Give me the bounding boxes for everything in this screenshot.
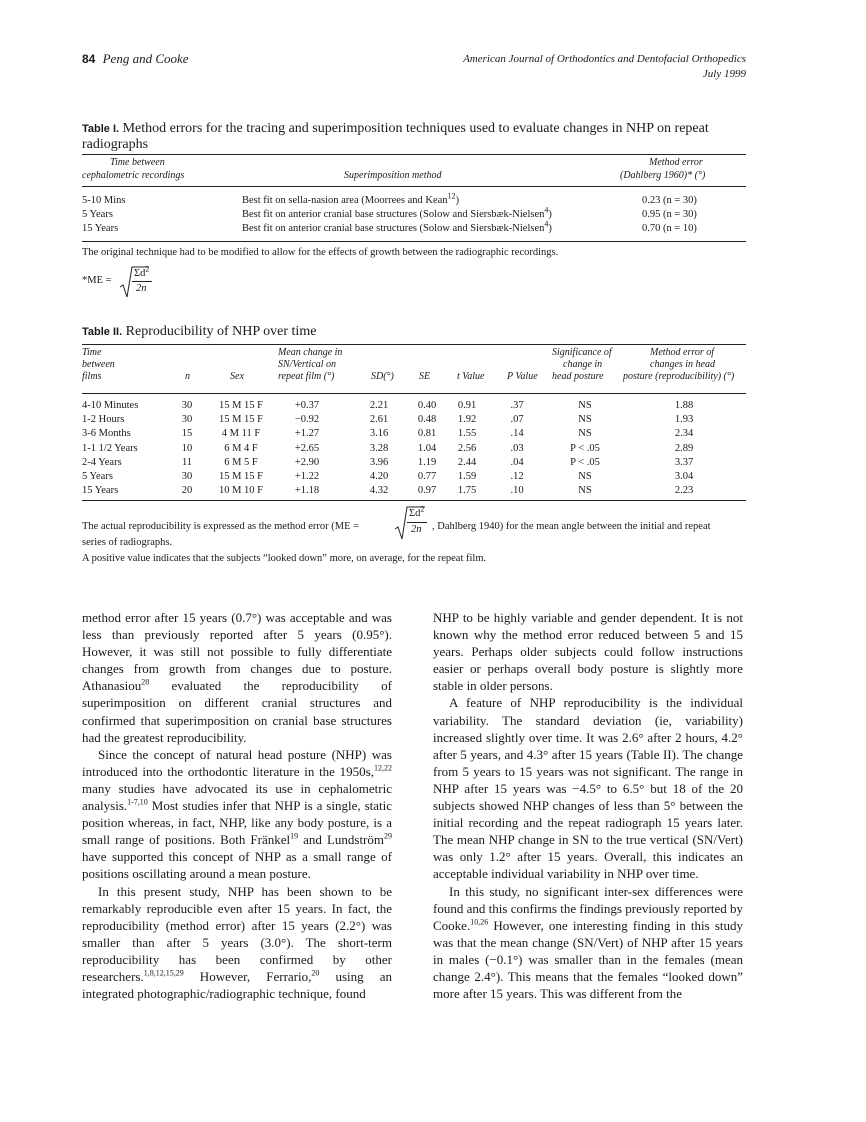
- t2-head-me: changes in head: [650, 359, 715, 370]
- t2-cell-sd: 3.28: [369, 442, 389, 454]
- t2-head-time: between: [82, 359, 115, 370]
- table1-caption: [82, 121, 742, 152]
- body-column-left: [82, 609, 392, 1002]
- t2-head-sig: head posture: [552, 371, 604, 382]
- t2-cell-p: .12: [510, 471, 524, 482]
- t2-cell-n: 11: [181, 456, 193, 468]
- table1-label: Table I.: [82, 123, 120, 135]
- t2-cell-p: .07: [510, 414, 524, 426]
- table-row: [82, 443, 746, 456]
- table-row: [82, 428, 746, 441]
- t2-cell-mean: +2.90: [294, 456, 320, 468]
- t1-col-error-line2: (Dahlberg 1960)* (°): [620, 170, 706, 181]
- t2-cell-t: 1.55: [457, 428, 477, 440]
- issue-date: July 1999: [702, 68, 746, 80]
- table-row: [82, 471, 746, 484]
- table2-header: [82, 347, 746, 391]
- t2-cell-t: 2.44: [457, 456, 477, 468]
- paragraph: method error after 15 years (0.7°) was acceptable and was less than previously reported after 5 years (0.95°). However, it was still not possible to fully differentiate changes from growth from changes due to posture. Athanasiou$^{28}$ evaluated the reproducibility of superimposition on different cranial structures and confirmed that superimposition on cranial base structures had the greatest reproducibility.: [82, 610, 392, 745]
- t1-col-time-line2: cephalometric recordings: [82, 170, 185, 181]
- t2-head-sig: change in: [563, 359, 603, 370]
- t2-cell-time: 1-1 1/2 Years: [82, 442, 138, 454]
- t2-cell-t: 1.59: [457, 471, 477, 482]
- t1-col-time-line1: Time between: [110, 157, 165, 168]
- t2-cell-time: 2-4 Years: [82, 456, 122, 468]
- t2-cell-sig: P < .05: [570, 456, 600, 468]
- t2-cell-time: 1-2 Hours: [82, 414, 125, 426]
- t2-cell-sig: NS: [578, 485, 592, 497]
- t2-cell-mean: +1.18: [294, 485, 320, 497]
- t2-cell-time: 15 Years: [82, 485, 119, 497]
- t2-cell-n: 15: [181, 428, 193, 440]
- t2-cell-me: 3.37: [674, 456, 694, 468]
- t2-head-me: posture (reproducibility) (°): [623, 371, 735, 382]
- t2-cell-sig: NS: [578, 471, 592, 482]
- table1-footnote: The original technique had to be modified to allow for the effects of growth between the radiographic recordings.: [82, 247, 559, 258]
- t1-time: 15 Years: [82, 223, 119, 234]
- table2-formula: [393, 505, 433, 541]
- table-row: [82, 400, 746, 413]
- formula-denominator: 2n: [411, 524, 422, 535]
- t2-cell-sd: 2.21: [369, 400, 389, 411]
- t2-cell-n: 30: [181, 471, 193, 482]
- fraction-bar: [132, 281, 152, 282]
- table2-head-rule: [82, 393, 746, 394]
- t2-cell-mean: +1.22: [294, 471, 320, 482]
- t2-cell-mean: +1.27: [294, 428, 320, 440]
- t2-cell-n: 30: [181, 400, 193, 411]
- running-header-right: [463, 52, 746, 82]
- t2-cell-se: 0.48: [417, 414, 437, 426]
- t2-head-sex: Sex: [230, 371, 244, 382]
- table1-head-rule: [82, 186, 746, 187]
- t2-cell-sex: 10 M 10 F: [218, 485, 264, 497]
- t2-cell-p: .10: [510, 485, 524, 497]
- t2-cell-sd: 3.96: [369, 456, 389, 468]
- t2-foot-text-a: The actual reproducibility is expressed as the method error (ME =: [82, 521, 360, 532]
- t2-cell-p: .14: [510, 428, 524, 440]
- t1-col-method: Superimposition method: [344, 170, 442, 181]
- formula-numerator: $\Sigma d^2$: [134, 264, 150, 279]
- t2-head-mean: Mean change in: [278, 347, 343, 358]
- t2-cell-n: 30: [181, 414, 193, 426]
- t2-cell-sex: 6 M 5 F: [224, 456, 258, 468]
- t2-cell-t: 2.56: [457, 442, 477, 454]
- table-row: [82, 219, 746, 236]
- running-authors: Peng and Cooke: [102, 51, 189, 66]
- table1-formula: [82, 265, 202, 299]
- formula-label: *ME =: [82, 275, 112, 286]
- t2-cell-time: 5 Years: [82, 471, 113, 482]
- table-row: [82, 457, 746, 470]
- table2-caption: [82, 324, 742, 340]
- t2-head-time: films: [82, 371, 102, 382]
- t2-cell-sig: NS: [578, 414, 592, 426]
- t2-cell-se: 1.19: [417, 456, 437, 468]
- t2-cell-me: 1.93: [674, 414, 694, 426]
- t2-cell-se: 0.97: [417, 485, 437, 497]
- t2-cell-p: .04: [510, 456, 524, 468]
- t1-method: Best fit on sella-nasion area (Moorrees and Kean$^{12}$): [242, 191, 460, 206]
- t2-head-p: P Value: [507, 371, 538, 382]
- t2-cell-p: .03: [510, 442, 524, 454]
- table1-top-rule: [82, 154, 746, 155]
- t1-method: Best fit on anterior cranial base structures (Solow and Siersbæk-Nielsen$^4$): [242, 219, 552, 234]
- page-number: 84: [82, 52, 96, 66]
- t2-cell-sex: 15 M 15 F: [218, 471, 264, 482]
- fraction-bar: [407, 522, 427, 523]
- t2-head-mean: SN/Vertical on: [278, 359, 337, 370]
- t2-head-n: n: [185, 371, 190, 382]
- t2-cell-sd: 3.16: [369, 428, 389, 440]
- paragraph: A feature of NHP reproducibility is the individual variability. The standard deviation (ie, variability) increased slightly over time. It was 2.6° after 2 hours, 4.2° after 5 years, and 4.3° after 15 years (Table II). The change from 5 years to 15 years was not significant. The range in NHP after 15 years was −4.5° to 6.5° but 18 of the 20 subjects showed NHP changes of less than 5° between the initial recording and the repeat radiograph 15 years later. The mean NHP change in SN to the true vertical (SN/Vert) was only 1.2° after 15 years. Overall, this indicates an acceptable individual variability in NHP over time.: [433, 695, 743, 882]
- t1-error: 0.70 (n = 10): [642, 223, 697, 234]
- formula-denominator: 2n: [136, 283, 147, 294]
- t2-head-mean: repeat film (°): [278, 371, 335, 382]
- table2-bottom-rule: [82, 500, 746, 501]
- t2-head-time: Time: [82, 347, 102, 358]
- t2-cell-sex: 15 M 15 F: [218, 400, 264, 411]
- paragraph: In this study, no significant inter-sex differences were found and this confirms the findings previously reported by Cooke.$^{10,26}$ However, one interesting finding in this study was that the mean change (SN/Vert) of NHP after 15 years in males (−0.1°) was smaller than in the females (mean change 2.4°). This means that the females “looked down” more after 15 years. This was different from the: [433, 883, 743, 1002]
- t2-cell-mean: −0.92: [294, 414, 320, 426]
- table1-bottom-rule: [82, 241, 746, 242]
- t2-cell-me: 2.34: [674, 428, 694, 440]
- t2-head-se: SE: [419, 371, 431, 382]
- table-row: [82, 414, 746, 427]
- t2-cell-p: .37: [510, 400, 524, 411]
- t2-cell-se: 0.77: [417, 471, 437, 482]
- t2-cell-mean: +0.37: [294, 400, 320, 411]
- t1-col-error-line1: Method error: [649, 157, 703, 168]
- t1-error: 0.95 (n = 30): [642, 209, 697, 220]
- t2-cell-n: 20: [181, 485, 193, 497]
- t2-cell-t: 0.91: [457, 400, 477, 411]
- t2-cell-sd: 2.61: [369, 414, 389, 426]
- t1-time: 5 Years: [82, 209, 113, 220]
- t2-head-me: Method error of: [650, 347, 715, 358]
- table-row: [82, 191, 746, 208]
- t2-cell-se: 0.81: [417, 428, 437, 440]
- table-row: [82, 205, 746, 222]
- table2-footnote-1c: series of radiographs.: [82, 537, 173, 548]
- t2-head-sd: SD(°): [371, 371, 394, 382]
- t2-cell-t: 1.92: [457, 414, 477, 426]
- running-header-left: [82, 51, 189, 67]
- t2-cell-sig: NS: [578, 400, 592, 411]
- table2-footnote-2: A positive value indicates that the subjects “looked down” more, on average, for the repeat film.: [82, 553, 487, 564]
- t2-head-t: t Value: [457, 371, 485, 382]
- body-column-right: [433, 609, 743, 1002]
- t2-cell-me: 2.23: [674, 485, 694, 497]
- t2-cell-sig: NS: [578, 428, 592, 440]
- t2-cell-sd: 4.32: [369, 485, 389, 497]
- t2-head-sig: Significance of: [552, 347, 612, 358]
- table2-label: Table II.: [82, 326, 123, 338]
- table2-caption-text: Reproducibility of NHP over time: [125, 324, 317, 339]
- t2-cell-sex: 15 M 15 F: [218, 414, 264, 426]
- table2-footnote-1b: , Dahlberg 1940) for the mean angle between the initial and repeat: [432, 521, 711, 532]
- table1-caption-text: Method errors for the tracing and superimposition techniques used to evaluate changes in NHP on repeat radiographs: [82, 121, 709, 152]
- t1-error: 0.23 (n = 30): [642, 195, 697, 206]
- t1-method: Best fit on anterior cranial base structures (Solow and Siersbæk-Nielsen$^4$): [242, 205, 552, 220]
- t2-cell-se: 0.40: [417, 400, 437, 411]
- t2-cell-mean: +2.65: [294, 442, 320, 454]
- formula-numerator: $\Sigma d^2$: [409, 504, 425, 519]
- paragraph: NHP to be highly variable and gender dependent. It is not known why the method error reduced between 5 and 15 years. Perhaps older subjects could follow instructions easier or perhaps overall body posture is slightly more stable in older persons.: [433, 610, 743, 694]
- table2-footnote-1: [82, 521, 359, 532]
- t2-cell-me: 2.89: [674, 442, 694, 454]
- t2-cell-se: 1.04: [417, 442, 437, 454]
- t2-cell-me: 1.88: [674, 400, 694, 411]
- journal-name: American Journal of Orthodontics and Dentofacial Orthopedics: [463, 53, 746, 65]
- paragraph: In this present study, NHP has been shown to be remarkably reproducible even after 15 years. In fact, the reproducibility (method error) after 15 years (2.2°) was smaller than after 5 years (3.0°). The short-term reproducibility has been confirmed by other researchers.$^{1,8,12,15,29}$ However, Ferrario,$^{20}$ using an integrated photographic/radiographic technique, found: [82, 883, 392, 1002]
- paragraph: Since the concept of natural head posture (NHP) was introduced into the orthodontic literature in the 1950s,$^{12,22}$ many studies have advocated its use in cephalometric analysis.$^{1-7,10}$ Most studies infer that NHP is a single, static position whereas, in fact, NHP, like any body posture, is a small range of positions. Both Fränkel$^{19}$ and Lundström$^{29}$ have supported this concept of NHP as a small range of positions oscillating around a mean posture.: [82, 746, 392, 882]
- t2-cell-me: 3.04: [674, 471, 694, 482]
- table-row: [82, 485, 746, 498]
- t1-time: 5-10 Mins: [82, 195, 126, 206]
- t2-cell-n: 10: [181, 442, 193, 454]
- t2-cell-time: 4-10 Minutes: [82, 400, 139, 411]
- t2-cell-t: 1.75: [457, 485, 477, 497]
- table2-top-rule: [82, 344, 746, 345]
- t2-cell-sig: P < .05: [570, 442, 600, 454]
- table1-header: [82, 157, 746, 187]
- t2-cell-time: 3-6 Months: [82, 428, 131, 440]
- t2-cell-sd: 4.20: [369, 471, 389, 482]
- t2-cell-sex: 4 M 11 F: [221, 428, 261, 440]
- t2-cell-sex: 6 M 4 F: [224, 442, 258, 454]
